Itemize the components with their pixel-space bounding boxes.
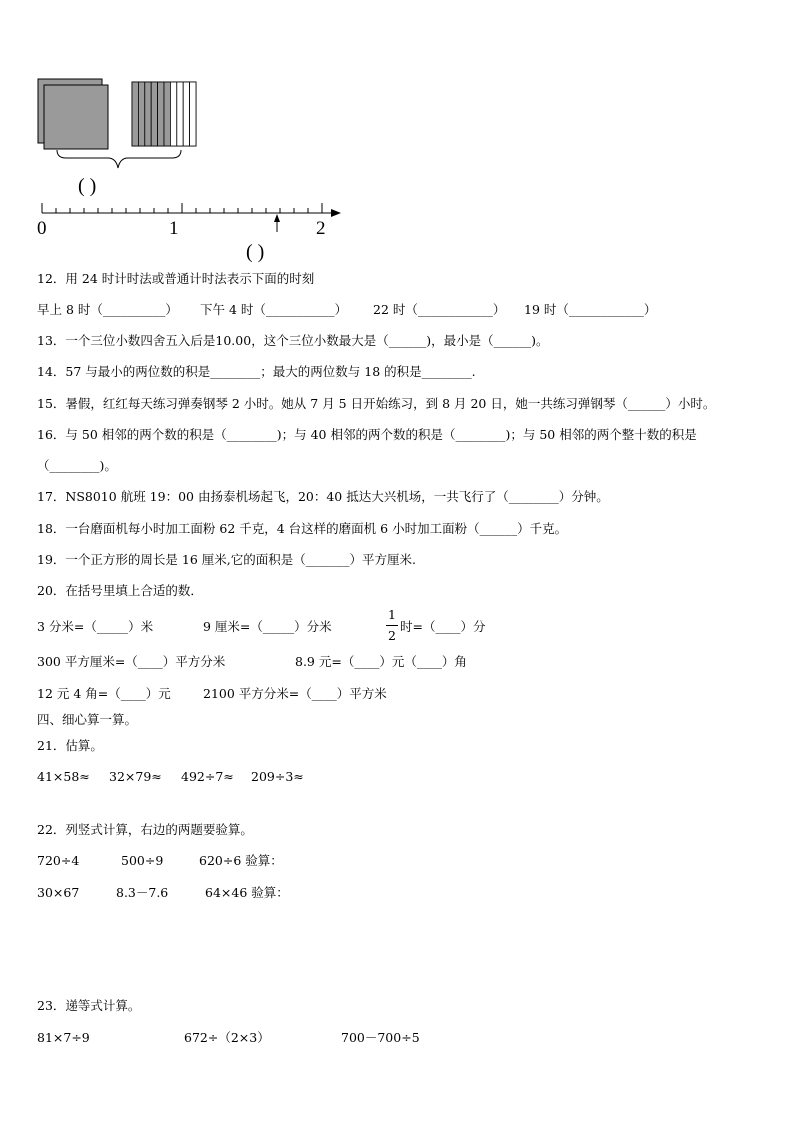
q15: 15．暑假，红红每天练习弹奏钢琴 2 小时。她从 7 月 5 日开始练习，到 8 月 20 日，她一共练习弹钢琴（______）小时。 xyxy=(37,396,716,411)
q18: 18．一台磨面机每小时加工面粉 62 千克，4 台这样的磨面机 6 小时加工面粉（______）千克。 xyxy=(37,521,568,536)
shaded-square xyxy=(44,85,108,149)
stripe xyxy=(138,82,144,146)
q12-title: 12．用 24 时计时法或普通计时法表示下面的时刻 xyxy=(37,271,315,286)
q20-item-1: 3 分米=（_____）米 xyxy=(37,619,154,634)
stripe xyxy=(183,82,189,146)
q22-item-2: 500÷9 xyxy=(121,853,164,868)
q20-item-7: 2100 平方分米=（____）平方米 xyxy=(203,686,387,701)
stripe xyxy=(177,82,183,146)
q17: 17．NS8010 航班 19：00 由扬泰机场起飞，20：40 抵达大兴机场，一共飞行了（________）分钟。 xyxy=(37,489,609,504)
curly-brace xyxy=(57,150,181,168)
stripe xyxy=(190,82,196,146)
q20-item-5: 8.9 元=（____）元（____）角 xyxy=(295,654,467,669)
partial-shaded-square xyxy=(132,82,196,146)
q21-item-2: 32×79≈ xyxy=(109,769,162,784)
q23-title: 23．递等式计算。 xyxy=(37,998,141,1013)
stripe xyxy=(164,82,170,146)
number-line-arrow xyxy=(331,209,341,217)
tick-label-1: 1 xyxy=(169,218,179,239)
q20-fraction-bar xyxy=(386,625,398,626)
q23-item-3: 700－700÷5 xyxy=(341,1030,420,1045)
q22-item-6: 64×46 验算： xyxy=(205,885,289,900)
stripe xyxy=(170,82,176,146)
q22-item-5: 8.3－7.6 xyxy=(116,885,169,900)
q20-item-3: 时=（____）分 xyxy=(400,619,486,634)
q14: 14．57 与最小的两位数的积是________；最大的两位数与 18 的积是________. xyxy=(37,364,476,379)
stripe xyxy=(158,82,164,146)
q20-title: 20．在括号里填上合适的数． xyxy=(37,583,203,598)
q22-item-1: 720÷4 xyxy=(37,853,80,868)
tick-label-2: 2 xyxy=(316,218,326,239)
fraction-answer-paren: ( ) xyxy=(78,175,97,197)
stripe xyxy=(132,82,138,146)
q19: 19．一个正方形的周长是 16 厘米,它的面积是（_______）平方厘米. xyxy=(37,552,416,567)
q13: 13．一个三位小数四舍五入后是10.00，这个三位小数最大是（______)，最小是（______)。 xyxy=(37,333,549,348)
q23-item-1: 81×7÷9 xyxy=(37,1030,90,1045)
q12-item-4: 19 时（____________） xyxy=(524,302,657,317)
q23-item-2: 672÷（2×3） xyxy=(184,1030,270,1045)
stripe xyxy=(145,82,151,146)
q20-fraction-denominator: 2 xyxy=(388,628,396,643)
q22-item-4: 30×67 xyxy=(37,885,80,900)
mark-pointer-head xyxy=(274,214,280,222)
q21-item-1: 41×58≈ xyxy=(37,769,90,784)
q16-line2: （________)。 xyxy=(37,458,117,473)
q22-item-3: 620÷6 验算： xyxy=(199,853,283,868)
mark-answer-paren: ( ) xyxy=(246,241,265,263)
q22-title: 22．列竖式计算，右边的两题要验算。 xyxy=(37,822,253,837)
q20-item-6: 12 元 4 角=（____）元 xyxy=(37,686,171,701)
stripe xyxy=(151,82,157,146)
q12-item-3: 22 时（____________） xyxy=(373,302,506,317)
q21-title: 21．估算。 xyxy=(37,738,103,753)
q16-line1: 16．与 50 相邻的两个数的积是（________)；与 40 相邻的两个数的积是（________)；与 50 相邻的两个整十数的积是 xyxy=(37,427,697,442)
q12-item-1: 早上 8 时（__________） xyxy=(37,302,178,317)
q12-item-2: 下午 4 时（___________） xyxy=(200,302,348,317)
fraction-figure xyxy=(0,0,360,265)
q21-item-4: 209÷3≈ xyxy=(251,769,304,784)
q20-item-4: 300 平方厘米=（____）平方分米 xyxy=(37,654,226,669)
tick-label-0: 0 xyxy=(37,218,47,239)
q21-item-3: 492÷7≈ xyxy=(181,769,234,784)
q20-fraction-numerator: 1 xyxy=(388,607,396,622)
section-4-heading: 四、细心算一算。 xyxy=(37,712,138,727)
q20-item-2: 9 厘米=（_____）分米 xyxy=(203,619,332,634)
